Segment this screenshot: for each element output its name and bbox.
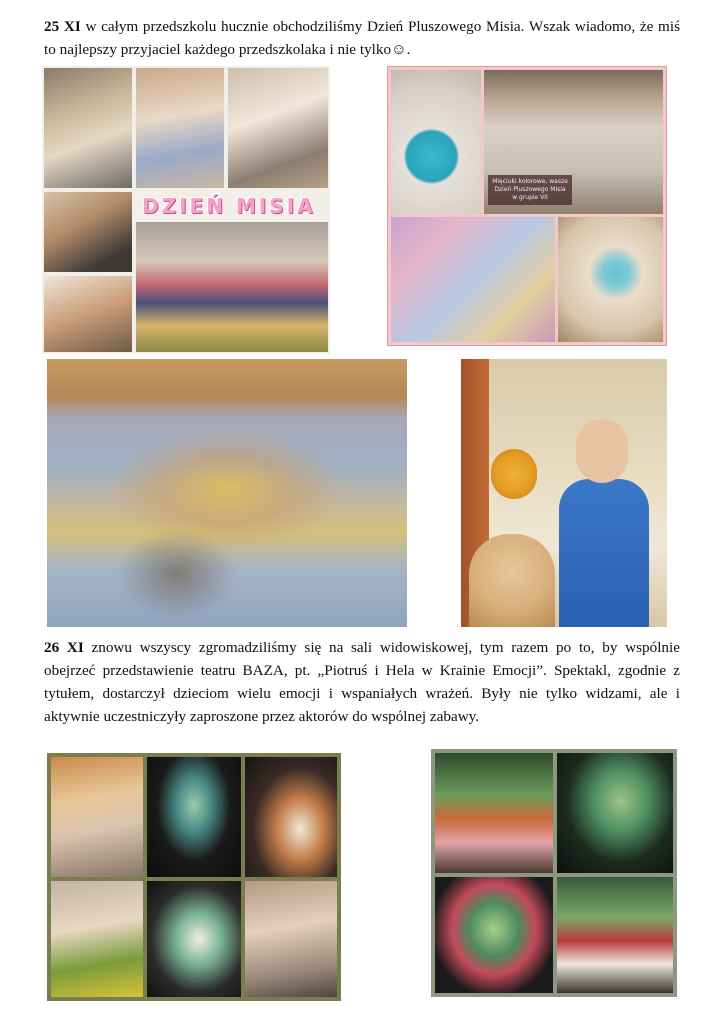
date-label: 25 XI: [44, 18, 81, 35]
photo-tile: [136, 68, 224, 188]
photo-tile: [558, 217, 663, 342]
photo-collage-theatre-stage: [431, 749, 677, 997]
photo-tile: [391, 70, 481, 214]
collage-title: DZIEŃ MISIA: [142, 194, 316, 218]
paragraph-theatre-show: [44, 636, 680, 728]
photo-collage-theatre-audience: [47, 753, 341, 1001]
photo-caption: Mięciuki kolorowe, wasze Dzień Pluszowego Misia w grupie VII: [488, 175, 572, 205]
photo-tile: [435, 877, 553, 993]
photo-tile: [147, 881, 241, 997]
photo-tile: [245, 881, 337, 997]
photo-tile: [435, 753, 553, 873]
photo-tile: [245, 757, 337, 877]
photo-tile: [44, 68, 132, 188]
photo-tile: [147, 757, 241, 877]
photo-tile: [228, 68, 328, 188]
paragraph-teddy-bear-day: [44, 15, 680, 61]
photo-tile: [557, 753, 673, 873]
photo-detail: [491, 449, 537, 499]
date-label: 26 XI: [44, 639, 84, 656]
paragraph-text: w całym przedszkolu hucznie obchodziliśmy Dzień Pluszowego Misia. Wszak wiadomo, że miś to najlepszy przyjaciel każdego przedszkolaka i nie tylko☺.: [44, 18, 680, 58]
photo-tile: [51, 757, 143, 877]
photo-children-with-teddy-bears: [47, 359, 407, 627]
paragraph-text: znowu wszyscy zgromadziliśmy się na sali widowiskowej, tym razem po to, by wspólnie obejrzeć przedstawienie teatru BAZA, pt. „Piotruś i Hela w Krainie Emocji”. Spektakl, zgodnie z tytułem, dostarczył dzieciom wielu emocji i wspaniałych wrażeń. Były nie tylko widzami, ale i aktywnie uczestniczyły zaproszone przez aktorów do wspólnej zabawy.: [44, 639, 680, 725]
photo-detail: [559, 479, 649, 627]
photo-detail: [469, 534, 555, 627]
photo-collage-teddy-day: [42, 66, 330, 354]
photo-detail: [576, 419, 628, 483]
photo-tile: [557, 877, 673, 993]
photo-tile: [136, 222, 328, 352]
photo-collage-crafts: [387, 66, 667, 346]
photo-boy-with-teddy: [461, 359, 667, 627]
photo-tile: [51, 881, 143, 997]
photo-detail: [117, 529, 237, 619]
photo-tile: [44, 276, 132, 352]
photo-tile: [391, 217, 555, 342]
photo-tile: [44, 192, 132, 272]
